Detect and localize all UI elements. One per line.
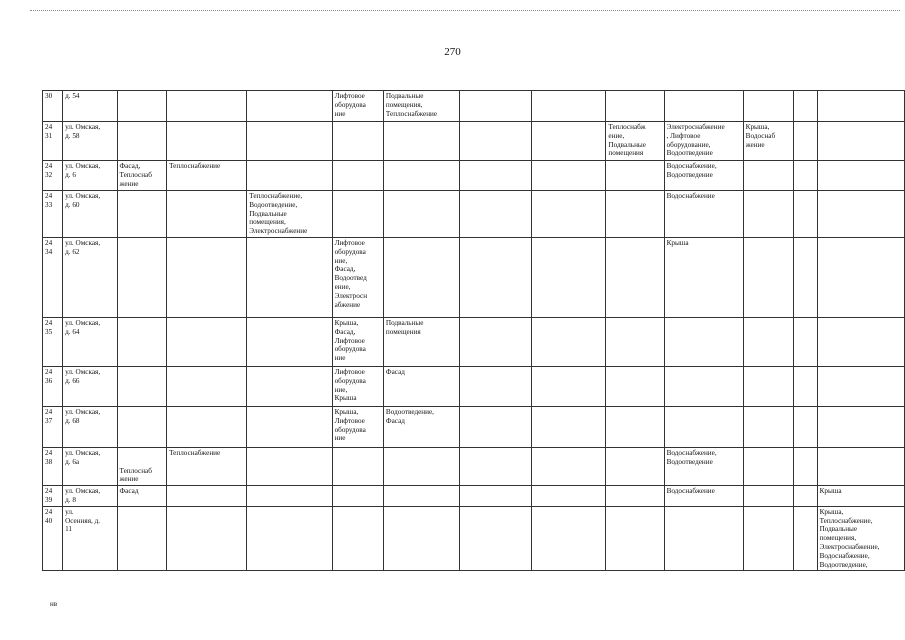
address-cell: д. 54 [63,91,117,122]
work-type-cell [459,237,531,317]
work-type-cell [383,506,459,571]
work-type-cell: Крыша, Лифтовое оборудова ние [332,406,383,447]
row-number-cell: 24 31 [43,122,63,161]
work-type-cell [743,506,793,571]
address-cell: ул. Омская, д. 60 [63,191,117,238]
work-type-cell [332,191,383,238]
work-type-cell [743,447,793,485]
work-type-cell: Фасад [117,486,167,507]
work-type-cell [606,191,664,238]
work-type-cell [459,506,531,571]
footer-mark: нв [50,600,58,608]
work-type-cell [383,237,459,317]
work-type-cell: Водоснабжение, Водоотведение [664,447,743,485]
work-type-cell [247,366,332,406]
work-type-cell [606,317,664,366]
address-cell: ул. Омская, д. 64 [63,317,117,366]
work-type-cell: Фасад [383,366,459,406]
work-type-cell [247,122,332,161]
work-type-cell [117,366,167,406]
work-type-cell: Крыша [817,486,904,507]
table-row [43,237,905,317]
work-type-cell [817,447,904,485]
work-type-cell [383,161,459,191]
work-type-cell [817,237,904,317]
row-number-cell: 24 40 [43,506,63,571]
work-type-cell [117,406,167,447]
empty-cell [793,237,817,317]
work-type-cell [531,406,606,447]
work-type-cell [817,317,904,366]
work-type-cell [459,366,531,406]
table-row [43,122,905,161]
row-number-cell: 24 37 [43,406,63,447]
work-type-cell [459,191,531,238]
work-type-cell [606,486,664,507]
work-type-cell: Лифтовое оборудова ние, Крыша [332,366,383,406]
work-type-cell [743,191,793,238]
work-type-cell [743,91,793,122]
work-type-cell: Теплоснаб жение [117,447,167,485]
work-type-cell [459,447,531,485]
work-type-cell [167,406,247,447]
work-type-cell: Фасад, Теплоснаб жение [117,161,167,191]
work-type-cell [606,161,664,191]
work-type-cell [531,122,606,161]
address-cell: ул. Омская, д. 6а [63,447,117,485]
work-type-cell [743,317,793,366]
work-type-cell [459,161,531,191]
table-row [43,447,905,485]
table-row [43,486,905,507]
work-type-cell [606,91,664,122]
table-row [43,406,905,447]
work-type-cell [247,91,332,122]
work-type-cell [531,317,606,366]
work-type-cell: Электроснабжение , Лифтовое оборудование, Водоотведение [664,122,743,161]
address-cell: ул. Омская, д. 6 [63,161,117,191]
work-type-cell: Крыша, Водоснаб жение [743,122,793,161]
row-number-cell: 24 38 [43,447,63,485]
address-cell: ул. Омская, д. 66 [63,366,117,406]
table-body [43,91,905,571]
work-type-cell [383,447,459,485]
work-type-cell [459,406,531,447]
empty-cell [793,447,817,485]
work-type-cell [531,447,606,485]
work-type-cell [117,91,167,122]
work-type-cell [606,406,664,447]
work-type-cell [459,91,531,122]
row-number-cell: 24 33 [43,191,63,238]
empty-cell [793,91,817,122]
work-type-cell [743,366,793,406]
work-type-cell [332,122,383,161]
work-type-cell [167,237,247,317]
table-row [43,506,905,571]
table-row [43,366,905,406]
work-type-cell [817,161,904,191]
work-type-cell [332,486,383,507]
work-type-cell: Водоотведение, Фасад [383,406,459,447]
row-number-cell: 24 34 [43,237,63,317]
work-type-cell: Подвальные помещения [383,317,459,366]
work-type-cell [817,122,904,161]
work-type-cell [531,486,606,507]
page-number: 270 [444,46,461,58]
work-type-cell [247,447,332,485]
work-type-cell: Теплоснабжение, Водоотведение, Подвальные помещения, Электроснабжение [247,191,332,238]
work-type-cell [459,486,531,507]
work-type-cell [664,317,743,366]
work-type-cell [247,506,332,571]
address-cell: ул. Омская, д. 62 [63,237,117,317]
table-row [43,161,905,191]
empty-cell [793,191,817,238]
work-type-cell [606,237,664,317]
address-cell: ул. Омская, д. 8 [63,486,117,507]
work-type-cell [117,237,167,317]
work-type-cell: Водоснабжение [664,486,743,507]
table-row [43,91,905,122]
work-type-cell: Водоснабжение [664,191,743,238]
empty-cell [793,406,817,447]
address-cell: ул. Омская, д. 68 [63,406,117,447]
work-type-cell [817,191,904,238]
repair-schedule-table [42,90,905,571]
work-type-cell [531,191,606,238]
work-type-cell [247,317,332,366]
work-type-cell [332,447,383,485]
work-type-cell [117,506,167,571]
work-type-cell [531,506,606,571]
empty-cell [793,161,817,191]
work-type-cell: Теплоснабжение [167,447,247,485]
scan-edge-line [30,10,900,11]
work-type-cell [167,506,247,571]
work-type-cell [664,366,743,406]
work-type-cell [247,237,332,317]
work-type-cell: Крыша, Фасад, Лифтовое оборудова ние [332,317,383,366]
work-type-cell [743,406,793,447]
work-type-cell [117,122,167,161]
work-type-cell [167,486,247,507]
work-type-cell [664,91,743,122]
work-type-cell: Подвальные помещения, Теплоснабжение [383,91,459,122]
table-row [43,191,905,238]
work-type-cell [459,317,531,366]
row-number-cell: 24 36 [43,366,63,406]
work-type-cell [606,447,664,485]
work-type-cell [743,161,793,191]
work-type-cell [606,506,664,571]
work-type-cell [817,91,904,122]
work-type-cell [817,406,904,447]
work-type-cell: Крыша [664,237,743,317]
work-type-cell [332,506,383,571]
work-type-cell: Водоснабжение, Водоотведение [664,161,743,191]
work-type-cell [383,486,459,507]
work-type-cell [247,486,332,507]
work-type-cell [167,91,247,122]
row-number-cell: 30 [43,91,63,122]
work-type-cell: Теплоснабжение [167,161,247,191]
row-number-cell: 24 35 [43,317,63,366]
work-type-cell [606,366,664,406]
work-type-cell [167,366,247,406]
work-type-cell [332,161,383,191]
address-cell: ул. Осенняя, д. 11 [63,506,117,571]
work-type-cell [531,366,606,406]
work-type-cell [664,506,743,571]
work-type-cell [743,486,793,507]
work-type-cell [664,406,743,447]
table-row [43,317,905,366]
work-type-cell [531,237,606,317]
work-type-cell [531,91,606,122]
work-type-cell: Лифтовое оборудова ние, Фасад, Водоотвед ение, Электросн абжение [332,237,383,317]
work-type-cell [531,161,606,191]
work-type-cell [117,317,167,366]
work-type-cell [817,366,904,406]
work-type-cell [247,161,332,191]
work-type-cell: Крыша, Теплоснабжение, Подвальные помещения, Электроснабжение, Водоснабжение, Водоотведение, [817,506,904,571]
work-type-cell [743,237,793,317]
empty-cell [793,366,817,406]
work-type-cell [247,406,332,447]
work-type-cell [117,191,167,238]
empty-cell [793,122,817,161]
work-type-cell [167,122,247,161]
row-number-cell: 24 39 [43,486,63,507]
work-type-cell: Лифтовое оборудова ние [332,91,383,122]
empty-cell [793,317,817,366]
work-type-cell [167,191,247,238]
empty-cell [793,506,817,571]
work-type-cell: Теплоснабж ение, Подвальные помещения [606,122,664,161]
work-type-cell [383,122,459,161]
work-type-cell [167,317,247,366]
empty-cell [793,486,817,507]
work-type-cell [383,191,459,238]
address-cell: ул. Омская, д. 58 [63,122,117,161]
row-number-cell: 24 32 [43,161,63,191]
work-type-cell [459,122,531,161]
